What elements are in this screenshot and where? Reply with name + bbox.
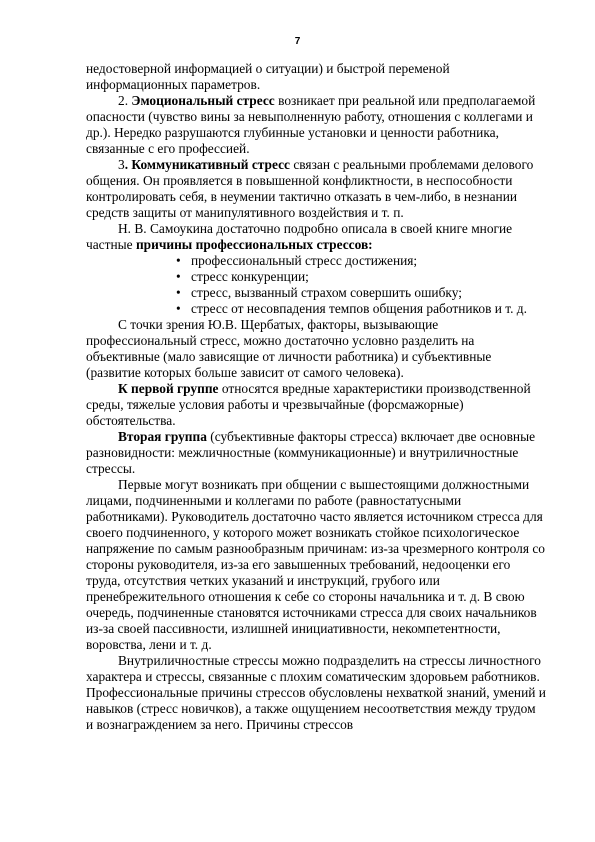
term-stress-causes: причины профессиональных стрессов: — [135, 237, 373, 252]
item-number: 3 — [118, 157, 125, 172]
list-item — [86, 285, 546, 301]
paragraph-first-group — [86, 381, 546, 429]
paragraph-emotional-stress — [86, 93, 546, 157]
list-item-text: стресс от несовпадения темпов общения работников и т. д. — [191, 301, 527, 316]
list-item — [86, 253, 546, 269]
bullet-icon: • — [176, 253, 181, 268]
bullet-icon: • — [176, 301, 181, 316]
list-item-text: профессиональный стресс достижения; — [191, 253, 418, 268]
body-text — [86, 61, 546, 733]
list-item — [86, 269, 546, 285]
term-first-group: К первой группе — [118, 381, 219, 396]
paragraph-text: (субъективные факторы стресса) включает две основные разновидности: межличностные (коммуникационные) и внутриличностные стрессы. — [86, 429, 536, 476]
term-emotional-stress: Эмоциональный стресс — [131, 93, 275, 108]
list-item-text: стресс конкуренции; — [191, 269, 309, 284]
paragraph-communicative-stress — [86, 157, 546, 221]
paragraph-continuation: недостоверной информацией о ситуации) и быстрой переменой информационных параметров. — [86, 61, 450, 92]
paragraph-interpersonal: Первые могут возникать при общении с вышестоящими должностными лицами, подчиненными и коллегами по работе (равностатусными работниками). Руководитель достаточно часто является источником стресса для своего подчиненного, у которого может возникать стойкое психологическое напряжение по самым разнообразным причинам: из-за чрезмерного контроля со стороны руководителя, из-за его завышенных требований, недооценки его труда, отсутствия четких указаний и инструкций, грубого или пренебрежительного отношения к себе со стороны начальника и т. д. В свою очередь, подчиненные становятся источниками стресса для своих начальников из-за своей пассивности, излишней инициативности, некомпетентности, воровства, лени и т. д. — [86, 477, 545, 652]
paragraph-samoukina — [86, 221, 546, 253]
paragraph-text: возникает при реальной или предполагаемой опасности (чувство вины за невыполненную работу, отношения с коллегами и др.). Нередко разрушаются глубинные установки и ценности работника, связанные с его профессией. — [86, 93, 536, 156]
term-communicative-stress: . Коммуникативный стресс — [124, 157, 290, 172]
paragraph-shcherbatykh: С точки зрения Ю.В. Щербатых, факторы, вызывающие профессиональный стресс, можно достаточно условно разделить на объективные (мало зависящие от личности работника) и субъективные (развитие которых больше зависит от самого человека). — [86, 317, 492, 380]
item-number: 2. — [118, 93, 132, 108]
list-item — [86, 301, 546, 317]
paragraph-text: Н. В. Самоукина достаточно подробно описала в своей книге многие частные — [86, 221, 513, 252]
term-second-group: Вторая группа — [118, 429, 207, 444]
bullet-list — [86, 253, 546, 317]
bullet-icon: • — [176, 269, 181, 284]
list-item-text: стресс, вызванный страхом совершить ошибку; — [191, 285, 462, 300]
paragraph-intrapersonal: Внутриличностные стрессы можно подразделить на стрессы личностного характера и стрессы, связанные с плохим соматическим здоровьем работников. Профессиональные причины стрессов обусловлены нехваткой знаний, умений и навыков (стресс новичков), а также ощущением несоответствия между трудом и вознаграждением за него. Причины стрессов — [86, 653, 546, 732]
paragraph-text: связан с реальными проблемами делового общения. Он проявляется в повышенной конфликтности, в неспособности контролировать себя, в неумении тактично отказать в чем-либо, в незнании средств защиты от манипулятивного воздействия и т. п. — [86, 157, 534, 220]
bullet-icon: • — [176, 285, 181, 300]
paragraph-second-group — [86, 429, 546, 477]
paragraph-text: относятся вредные характеристики производственной среды, тяжелые условия работы и чрезвычайные (форсмажорные) обстоятельства. — [86, 381, 531, 428]
page-number: 7 — [294, 36, 301, 47]
